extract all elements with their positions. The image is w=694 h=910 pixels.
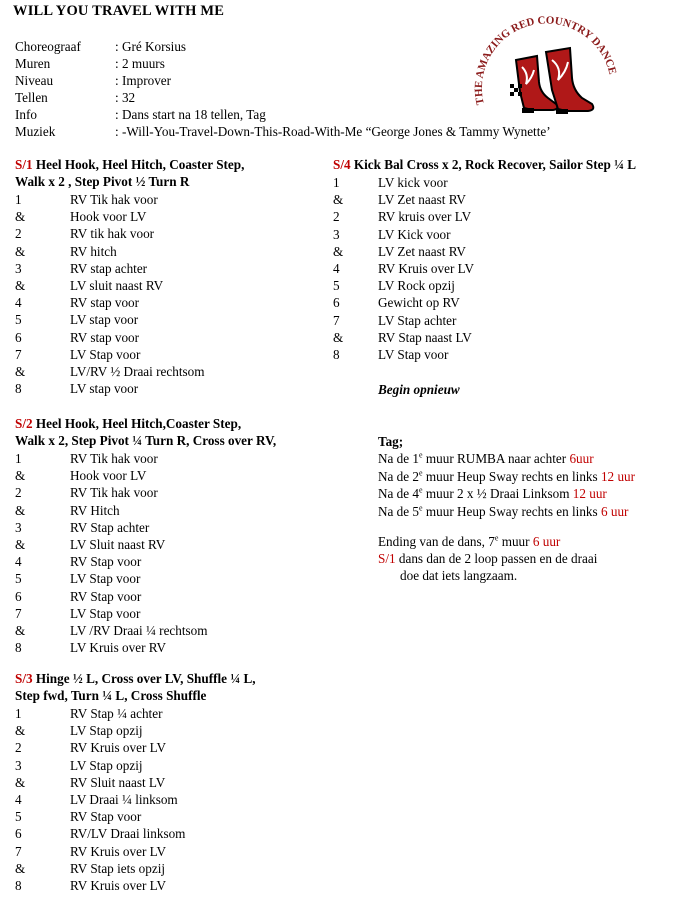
- step-text: LV Sluit naast RV: [70, 537, 166, 552]
- step-text: RV Hitch: [70, 502, 120, 518]
- section-title-line: [333, 156, 636, 173]
- step-count: 7: [15, 843, 22, 859]
- section-code: S/1: [15, 157, 33, 172]
- tag-wall: Na de 1: [378, 451, 420, 466]
- tag-sup: e: [419, 450, 423, 460]
- section-title: [15, 415, 276, 449]
- tag-sup: e: [419, 468, 423, 478]
- section-title-line: [15, 670, 256, 687]
- step-count: 2: [333, 209, 340, 225]
- section-title-line: Step fwd, Turn ¼ L, Cross Shuffle: [15, 688, 207, 703]
- step-text: RV/LV Draai linksom: [70, 826, 186, 842]
- logo-text: THE AMAZING RED COUNTRY DANCE: [474, 14, 619, 106]
- step-count: &: [333, 329, 344, 345]
- tag-line: [378, 468, 635, 485]
- step-text: RV Kruis over LV: [70, 878, 167, 893]
- step-count: 3: [15, 260, 22, 276]
- tag-sup: e: [419, 503, 423, 513]
- step-text: LV kick voor: [378, 175, 448, 190]
- info-value: : 2 muurs: [115, 56, 165, 71]
- step-text: LV Zet naast RV: [378, 192, 466, 208]
- step-count: 7: [333, 312, 340, 328]
- step-text: Hook voor LV: [70, 468, 147, 484]
- step-text: RV Kruis over LV: [378, 261, 475, 276]
- step-count: 1: [15, 192, 22, 207]
- info-value: : -Will-You-Travel-Down-This-Road-With-Me “George Jones & Tammy Wynette’: [115, 124, 551, 139]
- begin-again-text: Begin opnieuw: [378, 382, 460, 397]
- step-count: &: [15, 502, 26, 518]
- step-text: RV Kruis over LV: [70, 843, 167, 859]
- section-title-text: Heel Hook, Heel Hitch, Coaster Step,: [32, 157, 245, 172]
- cowboy-boots-icon: [474, 12, 624, 124]
- tag-line: [378, 485, 607, 502]
- info-value: : 32: [115, 90, 136, 105]
- section-title-line: Walk x 2, Step Pivot ¼ Turn R, Cross over RV,: [15, 433, 277, 448]
- section-title-line: Walk x 2 , Step Pivot ½ Turn R: [15, 174, 190, 189]
- step-text: RV Tik hak voor: [70, 451, 158, 466]
- step-text: RV stap voor: [70, 295, 140, 311]
- step-text: LV Stap voor: [378, 347, 449, 362]
- step-text: RV Stap voor: [70, 554, 142, 570]
- step-count: &: [15, 209, 26, 225]
- section-title-line: [15, 415, 276, 432]
- step-count: 1: [333, 175, 340, 190]
- ending-text-b: muur: [498, 534, 533, 549]
- step-count: 8: [15, 878, 22, 893]
- step-text: RV Sluit naast LV: [70, 774, 166, 790]
- step-text: RV stap voor: [70, 329, 140, 345]
- info-value: : Gré Korsius: [115, 39, 187, 54]
- step-text: LV Stap opzij: [70, 723, 143, 739]
- step-count: &: [15, 468, 26, 484]
- step-text: RV Stap iets opzij: [70, 860, 166, 876]
- tag-clock: 12 uur: [600, 468, 636, 484]
- tag-line: [378, 503, 628, 520]
- tag-action: muur Heup Sway rechts en links: [422, 503, 601, 519]
- step-count: &: [15, 243, 26, 259]
- info-key: Niveau: [15, 73, 54, 88]
- step-text: LV Stap voor: [70, 346, 141, 362]
- section-title: [333, 156, 636, 173]
- step-text: LV Stap voor: [70, 571, 141, 587]
- step-text: LV Kruis over RV: [70, 640, 167, 656]
- tag-clock: 12 uur: [572, 486, 607, 501]
- step-text: RV Kruis over LV: [70, 740, 167, 756]
- step-text: Hook voor LV: [70, 209, 147, 225]
- tag-block: [378, 433, 636, 583]
- step-count: 3: [333, 226, 340, 242]
- step-count: &: [15, 537, 26, 552]
- tag-sup: e: [419, 485, 423, 495]
- step-count: 5: [15, 571, 22, 587]
- page-title: WILL YOU TRAVEL WITH ME: [13, 3, 225, 19]
- step-count: 6: [15, 588, 22, 604]
- step-count: &: [15, 774, 26, 790]
- section-code: S/2: [15, 416, 33, 431]
- step-count: &: [15, 860, 26, 876]
- step-text: LV stap voor: [70, 312, 139, 328]
- step-text: RV Stap ¼ achter: [70, 706, 163, 721]
- step-count: &: [15, 278, 26, 293]
- step-count: 4: [333, 261, 340, 276]
- info-value: : Dans start na 18 tellen, Tag: [115, 107, 266, 122]
- step-count: 8: [333, 347, 340, 362]
- step-text: Gewicht op RV: [378, 295, 460, 311]
- tag-action: muur RUMBA naar achter: [422, 451, 570, 466]
- step-text: RV Stap naast LV: [378, 329, 472, 345]
- step-count: 5: [15, 809, 22, 825]
- tag-wall: Na de 2: [378, 468, 420, 484]
- step-count: &: [333, 192, 344, 208]
- tag-wall: Na de 4: [378, 486, 420, 501]
- ending-line: [378, 533, 560, 550]
- tag-action: muur 2 x ½ Draai Linksom: [422, 486, 573, 501]
- step-count: &: [15, 364, 26, 379]
- step-count: 2: [15, 485, 22, 501]
- step-count: &: [15, 723, 26, 739]
- step-count: 7: [15, 605, 22, 621]
- info-key: Info: [15, 107, 37, 122]
- info-key: Muziek: [15, 124, 56, 139]
- tag-heading: Tag;: [378, 434, 404, 449]
- step-text: LV Kick voor: [378, 226, 451, 242]
- tag-line: [378, 450, 594, 467]
- section-code: S/3: [15, 671, 33, 686]
- section-title-text: Heel Hook, Heel Hitch,Coaster Step,: [32, 416, 242, 431]
- section-title: [15, 670, 256, 704]
- section-title-text: Kick Bal Cross x 2, Rock Recover, Sailor Step ¼ L: [350, 157, 637, 172]
- step-text: RV Stap voor: [70, 809, 142, 825]
- step-text: RV hitch: [70, 243, 117, 259]
- step-text: RV tik hak voor: [70, 226, 155, 242]
- step-count: 4: [15, 554, 22, 570]
- step-count: 8: [15, 640, 22, 656]
- step-text: LV/RV ½ Draai rechtsom: [70, 364, 205, 379]
- step-count: 6: [15, 329, 22, 345]
- step-count: 2: [15, 226, 22, 242]
- step-text: RV stap achter: [70, 260, 148, 276]
- info-key: Tellen: [15, 90, 48, 105]
- step-count: 7: [15, 346, 22, 362]
- step-text: RV Tik hak voor: [70, 192, 158, 207]
- s1-text: dans dan de 2 loop passen en de draai: [395, 551, 598, 566]
- step-text: LV Stap opzij: [70, 757, 143, 773]
- section-code: S/4: [333, 157, 351, 172]
- step-text: LV Draai ¼ linksom: [70, 792, 178, 807]
- logo: [474, 12, 624, 124]
- step-count: 6: [333, 295, 340, 311]
- info-key: Muren: [15, 56, 51, 71]
- step-text: RV Tik hak voor: [70, 485, 158, 501]
- info-key: Choreograaf: [15, 39, 81, 54]
- step-count: 5: [333, 278, 340, 294]
- section-title-text: Hinge ½ L, Cross over LV, Shuffle ¼ L,: [32, 671, 256, 686]
- step-count: 2: [15, 740, 22, 756]
- step-count: 8: [15, 381, 22, 397]
- step-text: LV Rock opzij: [378, 278, 455, 294]
- step-text: RV kruis over LV: [378, 209, 472, 225]
- step-count: &: [333, 243, 344, 259]
- ending-clock: 6 uur: [532, 534, 561, 549]
- step-count: 4: [15, 792, 22, 807]
- tag-wall: Na de 5: [378, 503, 420, 519]
- step-text: LV /RV Draai ¼ rechtsom: [70, 623, 208, 638]
- tag-clock: 6uur: [569, 451, 594, 466]
- section-title: [15, 156, 244, 190]
- step-text: LV stap voor: [70, 381, 139, 397]
- step-text: LV sluit naast RV: [70, 278, 164, 293]
- step-text: LV Zet naast RV: [378, 243, 466, 259]
- ending-sup: e: [494, 533, 499, 543]
- step-count: 4: [15, 295, 22, 311]
- step-count: 1: [15, 451, 22, 466]
- step-text: LV Stap achter: [378, 312, 457, 328]
- s1-note-2: doe dat iets langzaam.: [400, 568, 518, 583]
- tag-clock: 6 uur: [600, 503, 629, 519]
- step-count: 3: [15, 757, 22, 773]
- step-count: 5: [15, 312, 22, 328]
- section-title-line: [15, 156, 244, 173]
- step-text: RV Stap voor: [70, 588, 142, 604]
- ending-text: Ending van de dans, 7: [378, 534, 495, 549]
- step-count: 3: [15, 519, 22, 535]
- step-count: 1: [15, 706, 22, 721]
- tag-action: muur Heup Sway rechts en links: [422, 468, 601, 484]
- step-text: LV Stap voor: [70, 605, 141, 621]
- step-text: RV Stap achter: [70, 519, 150, 535]
- s1-code: S/1: [378, 551, 396, 566]
- s1-note: [378, 550, 597, 567]
- info-value: : Improver: [115, 73, 172, 88]
- step-count: 6: [15, 826, 22, 842]
- step-count: &: [15, 623, 26, 638]
